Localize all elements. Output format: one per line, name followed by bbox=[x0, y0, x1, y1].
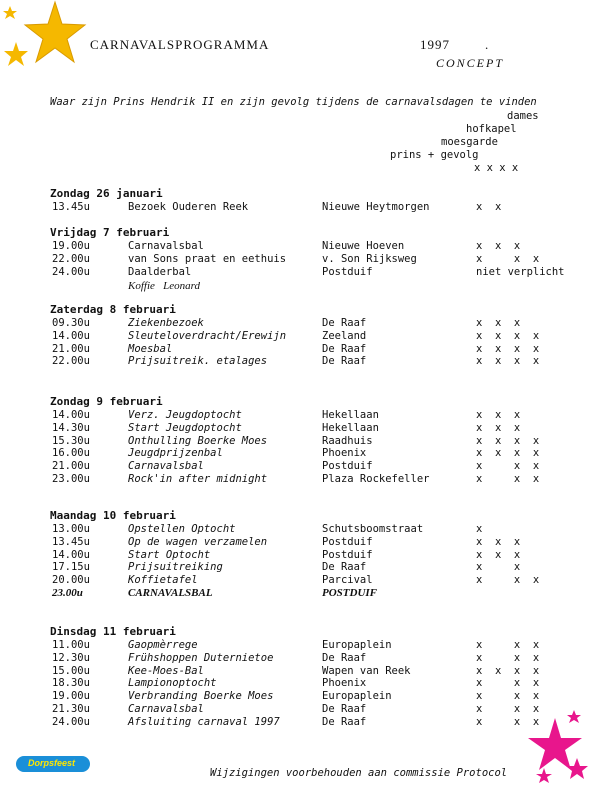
yellow-stars-decoration bbox=[0, 0, 90, 80]
event-cell: Carnavalsbal bbox=[128, 240, 204, 252]
event-cell: Start Jeugdoptocht bbox=[128, 421, 242, 434]
schedule-row bbox=[0, 561, 595, 574]
intro-text: Waar zijn Prins Hendrik II en zijn gevolg tijdens de carnavalsdagen te vinden bbox=[50, 96, 537, 108]
pink-stars-decoration bbox=[520, 710, 595, 794]
small-pink-star-icon bbox=[566, 758, 588, 779]
event-cell: Ziekenbezoek bbox=[128, 317, 204, 329]
place-cell: Nieuwe Hoeven bbox=[322, 240, 405, 252]
time-cell: 21.00u bbox=[52, 460, 90, 473]
event-cell: Verbranding Boerke Moes bbox=[128, 690, 274, 703]
schedule-row bbox=[0, 639, 595, 652]
place-cell: Hekellaan bbox=[322, 409, 379, 421]
schedule-row bbox=[0, 422, 595, 435]
event-cell: Kee-Moes-Bal bbox=[128, 664, 204, 677]
place-cell: Schutsboomstraat bbox=[322, 523, 424, 535]
time-cell: 14.00u bbox=[52, 329, 90, 342]
event-cell: Rock'in after midnight bbox=[128, 473, 268, 485]
marks-cell: x bbox=[476, 523, 483, 535]
marks-cell: x x x x bbox=[476, 342, 540, 355]
schedule-row bbox=[0, 473, 595, 486]
time-cell: 15.00u bbox=[52, 664, 90, 677]
marks-cell: x x x x bbox=[476, 664, 540, 677]
marks-cell: x x x bbox=[476, 677, 540, 690]
schedule-row bbox=[0, 690, 595, 703]
time-cell: 14.00u bbox=[52, 548, 90, 561]
time-cell: 13.45u bbox=[52, 535, 90, 548]
marks-cell: x x x bbox=[476, 651, 540, 664]
place-cell: Postduif bbox=[322, 535, 373, 548]
schedule-row bbox=[0, 435, 595, 448]
schedule-row bbox=[0, 317, 595, 330]
header-dot: . bbox=[485, 37, 490, 52]
marks-cell: x x x bbox=[476, 703, 540, 715]
event-cell: Bezoek Ouderen Reek bbox=[128, 201, 249, 213]
time-cell: 16.00u bbox=[52, 447, 90, 460]
time-cell: 21.00u bbox=[52, 342, 90, 355]
schedule-row bbox=[0, 536, 595, 549]
event-cell: Koffietafel bbox=[128, 574, 198, 587]
day-heading: Maandag 10 februari bbox=[50, 509, 176, 522]
event-cell: Lampionoptocht bbox=[128, 677, 217, 690]
time-cell: 24.00u bbox=[52, 265, 90, 278]
schedule-row bbox=[0, 574, 595, 587]
day-heading: Dinsdag 11 februari bbox=[50, 625, 176, 638]
column-prins: prins + gevolg bbox=[390, 149, 479, 161]
handwritten-event: CARNAVALSBAL bbox=[128, 587, 213, 599]
place-cell: Nieuwe Heytmorgen bbox=[322, 201, 430, 213]
time-cell: 19.00u bbox=[52, 690, 90, 703]
column-moesgarde: moesgarde bbox=[441, 136, 498, 148]
place-cell: Europaplein bbox=[322, 690, 392, 703]
logo bbox=[16, 756, 90, 772]
handwritten-place: POSTDUIF bbox=[322, 587, 378, 599]
event-cell: Frühshoppen Duternietoe bbox=[128, 651, 274, 664]
corner-pink-star-icon bbox=[567, 710, 581, 723]
schedule-row bbox=[0, 677, 595, 690]
time-cell: 15.30u bbox=[52, 434, 90, 447]
event-cell: Moesbal bbox=[128, 342, 173, 355]
schedule-row bbox=[0, 665, 595, 678]
place-cell: Europaplein bbox=[322, 639, 392, 651]
event-cell: Op de wagen verzamelen bbox=[128, 535, 268, 548]
marks-cell: x x x bbox=[476, 240, 521, 252]
place-cell: Postduif bbox=[322, 548, 373, 561]
schedule-row bbox=[0, 703, 595, 716]
marks-cell: x x x bbox=[476, 409, 521, 421]
year: 1997 bbox=[420, 37, 450, 52]
place-cell: Parcival bbox=[322, 574, 373, 587]
time-cell: 24.00u bbox=[52, 715, 90, 728]
place-cell: Zeeland bbox=[322, 329, 367, 342]
place-cell: Postduif bbox=[322, 265, 373, 278]
small-yellow-star-icon bbox=[4, 42, 28, 66]
time-cell: 11.00u bbox=[52, 639, 90, 651]
time-cell: 13.00u bbox=[52, 523, 90, 535]
schedule-row bbox=[0, 240, 595, 253]
place-cell: v. Son Rijksweg bbox=[322, 252, 417, 265]
schedule-row bbox=[0, 266, 595, 279]
time-cell: 20.00u bbox=[52, 574, 90, 587]
big-pink-star-icon bbox=[528, 718, 582, 770]
place-cell: Postduif bbox=[322, 460, 373, 473]
event-cell: Carnavalsbal bbox=[128, 703, 204, 715]
event-cell: Afsluiting carnaval 1997 bbox=[128, 715, 280, 728]
marks-cell: x x x bbox=[476, 473, 540, 485]
marks-cell: x x x x bbox=[476, 355, 540, 368]
time-cell: 22.00u bbox=[52, 355, 90, 368]
handwritten-time: 23.00u bbox=[52, 587, 83, 599]
event-cell: Start Optocht bbox=[128, 548, 211, 561]
schedule-row bbox=[0, 447, 595, 460]
day-heading: Zaterdag 8 februari bbox=[50, 303, 176, 316]
event-cell: Verz. Jeugdoptocht bbox=[128, 409, 242, 421]
handwritten-note: Koffie Leonard bbox=[128, 280, 201, 293]
place-cell: Phoenix bbox=[322, 677, 367, 690]
event-cell: Carnavalsbal bbox=[128, 460, 204, 473]
event-cell: Daalderbal bbox=[128, 265, 192, 278]
marks-cell: x x x bbox=[476, 317, 521, 329]
concept-label: CONCEPT bbox=[436, 56, 505, 70]
event-cell: Gaopmèrrege bbox=[128, 639, 198, 651]
event-cell: Prijsuitreiking bbox=[128, 561, 223, 574]
marks-cell: x x x x bbox=[476, 447, 540, 460]
time-cell: 13.45u bbox=[52, 201, 90, 213]
place-cell: De Raaf bbox=[322, 355, 367, 368]
event-cell: Onthulling Boerke Moes bbox=[128, 434, 268, 447]
time-cell: 18.30u bbox=[52, 677, 90, 690]
time-cell: 19.00u bbox=[52, 240, 90, 252]
marks-cell: x x x bbox=[476, 535, 521, 548]
big-yellow-star-icon bbox=[25, 2, 85, 62]
marks-cell: x x x bbox=[476, 639, 540, 651]
schedule-row bbox=[0, 253, 595, 266]
time-cell: 22.00u bbox=[52, 252, 90, 265]
tiny-pink-star-icon bbox=[536, 768, 552, 783]
schedule-row bbox=[0, 523, 595, 536]
column-hofkapel: hofkapel bbox=[466, 123, 517, 135]
marks-cell: x x x bbox=[476, 690, 540, 703]
event-cell: Opstellen Optocht bbox=[128, 523, 236, 535]
place-cell: Wapen van Reek bbox=[322, 664, 411, 677]
schedule-row bbox=[0, 201, 595, 214]
time-cell: 12.30u bbox=[52, 651, 90, 664]
marks-cell: x x x bbox=[476, 460, 540, 473]
tiny-yellow-star-icon bbox=[3, 6, 17, 19]
place-cell: Plaza Rockefeller bbox=[322, 473, 430, 485]
marks-cell: x x x bbox=[476, 252, 540, 265]
marks-cell: x x bbox=[476, 561, 521, 574]
marks-cell: x x x bbox=[476, 574, 540, 587]
schedule-row bbox=[0, 549, 595, 562]
marks-cell: x x x bbox=[476, 548, 521, 561]
place-cell: Phoenix bbox=[322, 447, 367, 460]
event-cell: van Sons praat en eethuis bbox=[128, 252, 287, 265]
footer-note: Wijzigingen voorbehouden aan commissie Protocol bbox=[210, 767, 508, 779]
time-cell: 14.30u bbox=[52, 421, 90, 434]
schedule-row bbox=[0, 355, 595, 368]
place-cell: Hekellaan bbox=[322, 421, 379, 434]
day-heading: Zondag 9 februari bbox=[50, 395, 163, 408]
place-cell: De Raaf bbox=[322, 715, 367, 728]
place-cell: De Raaf bbox=[322, 651, 367, 664]
event-cell: Sleuteloverdracht/Erewijn bbox=[128, 329, 287, 342]
schedule-row bbox=[0, 460, 595, 473]
marks-cell: niet verplicht bbox=[476, 265, 565, 278]
place-cell: De Raaf bbox=[322, 703, 367, 715]
column-dames: dames bbox=[507, 110, 539, 122]
schedule-row bbox=[0, 409, 595, 422]
place-cell: De Raaf bbox=[322, 342, 367, 355]
column-marks: x x x x bbox=[474, 162, 519, 174]
day-heading: Vrijdag 7 februari bbox=[50, 226, 170, 239]
marks-cell: x x x bbox=[476, 421, 521, 434]
place-cell: Raadhuis bbox=[322, 434, 373, 447]
place-cell: De Raaf bbox=[322, 561, 367, 574]
logo-text: Dorpsfeest bbox=[28, 758, 76, 768]
time-cell: 21.30u bbox=[52, 703, 90, 715]
time-cell: 09.30u bbox=[52, 317, 90, 329]
marks-cell: x x x x bbox=[476, 329, 540, 342]
marks-cell: x x bbox=[476, 201, 502, 213]
place-cell: De Raaf bbox=[322, 317, 367, 329]
marks-cell: x x x bbox=[476, 715, 540, 728]
day-heading: Zondag 26 januari bbox=[50, 187, 163, 200]
time-cell: 23.00u bbox=[52, 473, 90, 485]
schedule-row bbox=[0, 330, 595, 343]
schedule-row bbox=[0, 343, 595, 356]
event-cell: Jeugdprijzenbal bbox=[128, 447, 223, 460]
schedule-row bbox=[0, 652, 595, 665]
time-cell: 17.15u bbox=[52, 561, 90, 574]
page-title: CARNAVALSPROGRAMMA bbox=[90, 37, 270, 52]
event-cell: Prijsuitreik. etalages bbox=[128, 355, 268, 368]
schedule-row bbox=[0, 716, 595, 729]
handwritten-row bbox=[0, 587, 595, 600]
time-cell: 14.00u bbox=[52, 409, 90, 421]
marks-cell: x x x x bbox=[476, 434, 540, 447]
